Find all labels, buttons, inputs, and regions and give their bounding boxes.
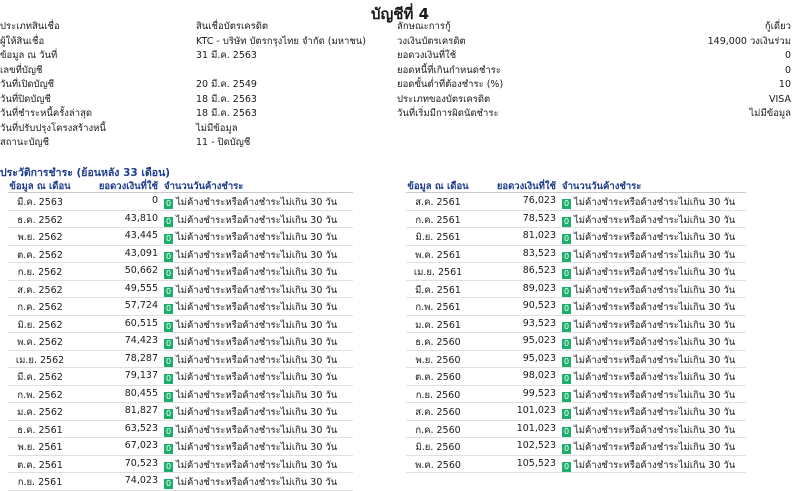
table-row (406, 456, 746, 474)
info-value: 18 มี.ค. 2563 (196, 93, 257, 105)
amount-cell: 76,023 (522, 195, 556, 206)
month-cell: พ.ค. 2562 (17, 337, 63, 348)
status-badge: 0 (165, 374, 172, 383)
header-amount: ยอดวงเงินที่ใช้ (496, 181, 556, 192)
status-badge: 0 (165, 461, 172, 471)
month-cell: ก.ค. 2560 (415, 424, 461, 436)
status-cell (164, 265, 337, 280)
status-text: ไม่ค้างชำระหรือค้างชำระไม่เกิน 30 วัน (574, 267, 736, 278)
info-value: 10 (778, 79, 791, 90)
status-badge: 0 (165, 251, 172, 261)
info-value: 20 มี.ค. 2549 (196, 79, 257, 90)
amount-cell: 0 (151, 195, 158, 206)
table-row (406, 228, 746, 246)
info-label: ข้อมูล ณ วันที่ (0, 50, 58, 61)
info-label: ประเภทสินเชื่อ (0, 21, 60, 32)
table-row (8, 456, 353, 474)
status-text: ไม่ค้างชำระหรือค้างชำระไม่เกิน 30 วัน (176, 197, 338, 208)
status-cell (164, 475, 337, 490)
status-cell (562, 213, 735, 228)
status-text: ไม่ค้างชำระหรือค้างชำระไม่เกิน 30 วัน (574, 442, 736, 453)
month-cell: พ.ย. 2562 (17, 232, 63, 243)
month-cell: ธ.ค. 2562 (17, 214, 63, 226)
month-cell: เม.ย. 2562 (15, 354, 65, 366)
status-badge: 0 (165, 199, 172, 208)
status-badge: 0 (563, 426, 570, 436)
status-badge: 0 (563, 321, 570, 331)
table-row (8, 193, 353, 211)
month-cell: มิ.ย. 2561 (415, 232, 461, 243)
status-text: ไม่ค้างชำระหรือค้างชำระไม่เกิน 30 วัน (574, 302, 736, 313)
status-badge: 0 (165, 286, 172, 296)
month-cell: พ.ย. 2560 (415, 354, 461, 366)
amount-cell: 43,091 (124, 247, 158, 259)
table-row (406, 421, 746, 439)
status-badge: 0 (563, 391, 570, 401)
info-label: ยอดวงเงินที่ใช้ (397, 50, 457, 61)
status-cell (164, 388, 337, 403)
info-row (0, 20, 400, 35)
status-cell (562, 265, 735, 280)
status-text: ไม่ค้างชำระหรือค้างชำระไม่เกิน 30 วัน (574, 337, 736, 348)
amount-cell: 90,523 (522, 300, 556, 311)
status-cell (562, 195, 735, 210)
info-value: ไม่มีข้อมูล (749, 108, 791, 119)
status-cell (562, 440, 735, 455)
info-label: ผู้ให้สินเชื่อ (0, 35, 45, 47)
table-row (8, 438, 353, 456)
month-cell: ส.ค. 2560 (415, 407, 461, 418)
status-text: ไม่ค้างชำระหรือค้างชำระไม่เกิน 30 วัน (176, 284, 338, 296)
status-text: ไม่ค้างชำระหรือค้างชำระไม่เกิน 30 วัน (176, 319, 338, 331)
status-badge: 0 (563, 444, 570, 453)
info-row (0, 78, 400, 93)
status-badge: 0 (165, 216, 172, 226)
info-label: ยอดขั้นต่ำที่ต้องชำระ (%) (397, 79, 504, 90)
status-badge: 0 (563, 286, 570, 296)
status-cell (164, 248, 337, 263)
table-row (406, 246, 746, 264)
status-badge: 0 (165, 409, 172, 418)
header-amount: ยอดวงเงินที่ใช้ (98, 181, 158, 192)
info-value: สินเชื่อบัตรเครดิต (196, 21, 269, 32)
status-text: ไม่ค้างชำระหรือค้างชำระไม่เกิน 30 วัน (176, 389, 338, 401)
info-value: 31 มี.ค. 2563 (196, 50, 257, 61)
header-month: ข้อมูล ณ เดือน (9, 181, 71, 192)
table-row (406, 211, 746, 229)
status-text: ไม่ค้างชำระหรือค้างชำระไม่เกิน 30 วัน (176, 407, 338, 418)
month-cell: พ.ค. 2560 (415, 459, 461, 471)
status-text: ไม่ค้างชำระหรือค้างชำระไม่เกิน 30 วัน (574, 249, 736, 261)
month-cell: ก.ย. 2560 (415, 389, 461, 401)
amount-cell: 50,662 (124, 265, 158, 276)
amount-cell: 83,523 (522, 247, 556, 259)
status-cell (562, 230, 735, 245)
amount-cell: 67,023 (124, 440, 158, 451)
info-label: วันที่เปิดบัญชี (0, 79, 55, 90)
info-label: ลักษณะการกู้ (397, 21, 451, 32)
info-value: 11 - ปิดบัญชี (196, 137, 251, 148)
status-cell (164, 213, 337, 228)
info-label: วันที่ชำระหนี้ครั้งล่าสุด (0, 108, 93, 119)
status-badge: 0 (165, 304, 172, 313)
amount-cell: 86,523 (522, 265, 556, 276)
info-label: วงเงินบัตรเครดิต (397, 35, 466, 47)
payment-history-table-right (406, 178, 746, 473)
info-value: 149,000 วงเงินร่วม (707, 35, 791, 47)
amount-cell: 74,023 (124, 475, 158, 486)
status-text: ไม่ค้างชำระหรือค้างชำระไม่เกิน 30 วัน (574, 424, 736, 436)
status-badge: 0 (165, 234, 172, 243)
info-label: ยอดหนี้ที่เกินกำหนดชำระ (397, 64, 501, 76)
info-label: เลขที่บัญชี (0, 64, 43, 76)
status-text: ไม่ค้างชำระหรือค้างชำระไม่เกิน 30 วัน (176, 337, 338, 348)
table-row (406, 403, 746, 421)
table-row (8, 281, 353, 299)
status-text: ไม่ค้างชำระหรือค้างชำระไม่เกิน 30 วัน (574, 319, 736, 331)
amount-cell: 102,523 (516, 440, 556, 451)
info-row (397, 93, 791, 108)
status-cell (562, 353, 735, 368)
info-value: ไม่มีข้อมูล (196, 122, 238, 134)
status-text: ไม่ค้างชำระหรือค้างชำระไม่เกิน 30 วัน (176, 214, 338, 226)
account-info-left (0, 20, 400, 151)
status-cell (562, 318, 735, 333)
status-badge: 0 (563, 409, 570, 418)
status-text: ไม่ค้างชำระหรือค้างชำระไม่เกิน 30 วัน (574, 372, 736, 383)
status-cell (164, 318, 337, 333)
status-text: ไม่ค้างชำระหรือค้างชำระไม่เกิน 30 วัน (176, 302, 338, 313)
info-value: VISA (768, 93, 791, 105)
month-cell: มี.ค. 2561 (415, 284, 461, 296)
info-row (0, 49, 400, 64)
amount-cell: 63,523 (124, 422, 158, 434)
table-row (8, 263, 353, 281)
info-row (0, 64, 400, 79)
amount-cell: 101,023 (516, 422, 556, 434)
status-badge: 0 (165, 479, 172, 488)
status-badge: 0 (563, 269, 570, 278)
info-label: วันที่ปิดบัญชี (0, 93, 51, 105)
status-cell (164, 458, 337, 473)
month-cell: ต.ค. 2562 (17, 249, 63, 261)
info-label: ประเภทของบัตรเครดิต (397, 93, 491, 105)
info-label: สถานะบัญชี (0, 137, 50, 148)
info-row (397, 64, 791, 79)
table-row (8, 473, 353, 491)
status-badge: 0 (165, 391, 172, 401)
status-cell (164, 300, 337, 315)
account-info-right (397, 20, 791, 122)
amount-cell: 98,023 (522, 370, 556, 381)
status-cell (562, 300, 735, 315)
status-cell (562, 248, 735, 263)
status-text: ไม่ค้างชำระหรือค้างชำระไม่เกิน 30 วัน (574, 459, 736, 471)
table-row (8, 403, 353, 421)
status-cell (562, 458, 735, 473)
amount-cell: 99,523 (522, 387, 556, 399)
page-title: บัญชีที่ 4 (370, 5, 430, 23)
status-cell (562, 405, 735, 420)
month-cell: ธ.ค. 2560 (415, 337, 461, 348)
header-month: ข้อมูล ณ เดือน (407, 181, 469, 192)
month-cell: ส.ค. 2561 (415, 197, 461, 208)
amount-cell: 89,023 (522, 282, 556, 294)
table-row (8, 246, 353, 264)
amount-cell: 60,515 (124, 317, 158, 329)
table-row (8, 316, 353, 334)
status-cell (164, 283, 337, 298)
amount-cell: 70,523 (124, 457, 158, 469)
table-row (406, 316, 746, 334)
amount-cell: 105,523 (516, 457, 556, 469)
status-text: ไม่ค้างชำระหรือค้างชำระไม่เกิน 30 วัน (574, 197, 736, 208)
table-row (8, 298, 353, 316)
info-row (0, 136, 400, 151)
status-text: ไม่ค้างชำระหรือค้างชำระไม่เกิน 30 วัน (176, 424, 338, 436)
table-row (406, 263, 746, 281)
status-cell (164, 195, 337, 210)
status-text: ไม่ค้างชำระหรือค้างชำระไม่เกิน 30 วัน (176, 372, 338, 383)
table-row (406, 281, 746, 299)
status-cell (164, 440, 337, 455)
month-cell: พ.ค. 2561 (415, 249, 461, 261)
table-row (8, 421, 353, 439)
status-badge: 0 (165, 339, 172, 348)
status-badge: 0 (165, 269, 172, 278)
status-badge: 0 (165, 356, 172, 366)
status-cell (164, 230, 337, 245)
status-text: ไม่ค้างชำระหรือค้างชำระไม่เกิน 30 วัน (574, 284, 736, 296)
table-row (406, 193, 746, 211)
status-text: ไม่ค้างชำระหรือค้างชำระไม่เกิน 30 วัน (574, 354, 736, 366)
status-text: ไม่ค้างชำระหรือค้างชำระไม่เกิน 30 วัน (574, 214, 736, 226)
table-row (406, 368, 746, 386)
status-badge: 0 (165, 444, 172, 453)
payment-history-table-left (8, 178, 353, 491)
amount-cell: 81,827 (124, 405, 158, 416)
month-cell: ส.ค. 2562 (17, 284, 63, 296)
status-text: ไม่ค้างชำระหรือค้างชำระไม่เกิน 30 วัน (176, 249, 338, 261)
month-cell: ก.ย. 2561 (17, 477, 63, 488)
month-cell: เม.ย. 2561 (413, 267, 463, 278)
status-text: ไม่ค้างชำระหรือค้างชำระไม่เกิน 30 วัน (574, 232, 736, 243)
amount-cell: 81,023 (522, 230, 556, 241)
status-text: ไม่ค้างชำระหรือค้างชำระไม่เกิน 30 วัน (176, 232, 338, 243)
table-row (406, 386, 746, 404)
month-cell: ต.ค. 2561 (17, 459, 63, 471)
table-row (406, 298, 746, 316)
status-badge: 0 (563, 251, 570, 261)
table-row (8, 368, 353, 386)
status-text: ไม่ค้างชำระหรือค้างชำระไม่เกิน 30 วัน (176, 477, 338, 488)
status-text: ไม่ค้างชำระหรือค้างชำระไม่เกิน 30 วัน (574, 407, 736, 418)
table-row (8, 211, 353, 229)
status-text: ไม่ค้างชำระหรือค้างชำระไม่เกิน 30 วัน (176, 354, 338, 366)
status-text: ไม่ค้างชำระหรือค้างชำระไม่เกิน 30 วัน (176, 459, 338, 471)
amount-cell: 79,137 (124, 370, 158, 381)
info-row (397, 49, 791, 64)
amount-cell: 80,455 (124, 387, 158, 399)
info-row (397, 35, 791, 50)
info-value: กู้เดี่ยว (764, 21, 791, 32)
info-value: KTC - บริษัท บัตรกรุงไทย จำกัด (มหาชน) (196, 35, 366, 47)
status-badge: 0 (563, 234, 570, 243)
status-cell (562, 283, 735, 298)
amount-cell: 101,023 (516, 405, 556, 416)
status-cell (164, 405, 337, 420)
status-badge: 0 (563, 374, 570, 383)
info-label: วันที่ปรับปรุงโครงสร้างหนี้ (0, 122, 106, 134)
month-cell: พ.ย. 2561 (17, 442, 63, 453)
info-row (0, 107, 400, 122)
status-badge: 0 (165, 321, 172, 331)
amount-cell: 49,555 (124, 282, 158, 294)
status-cell (164, 370, 337, 385)
status-cell (562, 388, 735, 403)
table-header (406, 178, 746, 193)
month-cell: ต.ค. 2560 (415, 372, 461, 383)
table-header (8, 178, 353, 193)
table-row (406, 351, 746, 369)
status-text: ไม่ค้างชำระหรือค้างชำระไม่เกิน 30 วัน (176, 267, 338, 278)
status-badge: 0 (563, 339, 570, 348)
amount-cell: 78,287 (124, 352, 158, 364)
info-value: 0 (784, 64, 791, 76)
info-row (397, 78, 791, 93)
month-cell: มิ.ย. 2562 (17, 319, 63, 331)
month-cell: มิ.ย. 2560 (415, 442, 461, 453)
month-cell: ก.พ. 2562 (17, 389, 63, 401)
payment-history-title: ประวัติการชำระ (ย้อนหลัง 33 เดือน) (0, 167, 171, 179)
status-cell (562, 423, 735, 438)
table-row (8, 351, 353, 369)
info-label: วันที่เริ่มมีการผิดนัดชำระ (397, 108, 499, 119)
info-value: 0 (784, 50, 791, 61)
header-status: จำนวนวันค้างชำระ (164, 181, 244, 192)
status-badge: 0 (165, 426, 172, 436)
table-row (8, 333, 353, 351)
month-cell: ก.ค. 2562 (17, 302, 63, 313)
status-text: ไม่ค้างชำระหรือค้างชำระไม่เกิน 30 วัน (176, 442, 338, 453)
month-cell: ก.ย. 2562 (17, 267, 63, 278)
table-row (8, 228, 353, 246)
status-badge: 0 (563, 199, 570, 208)
status-badge: 0 (563, 356, 570, 366)
table-row (8, 386, 353, 404)
info-row (0, 122, 400, 137)
month-cell: ก.ค. 2561 (415, 214, 461, 226)
status-cell (164, 423, 337, 438)
month-cell: ม.ค. 2561 (415, 319, 461, 331)
status-badge: 0 (563, 461, 570, 471)
amount-cell: 95,023 (522, 352, 556, 364)
table-row (406, 438, 746, 456)
month-cell: ม.ค. 2562 (17, 407, 63, 418)
month-cell: ก.พ. 2561 (415, 302, 461, 313)
amount-cell: 74,423 (124, 335, 158, 346)
month-cell: มี.ค. 2562 (17, 372, 63, 383)
status-cell (164, 353, 337, 368)
status-cell (164, 335, 337, 350)
amount-cell: 93,523 (522, 317, 556, 329)
table-row (406, 333, 746, 351)
amount-cell: 78,523 (522, 212, 556, 224)
amount-cell: 95,023 (522, 335, 556, 346)
header-status: จำนวนวันค้างชำระ (562, 181, 642, 192)
amount-cell: 57,724 (124, 300, 158, 311)
amount-cell: 43,810 (124, 212, 158, 224)
month-cell: มี.ค. 2563 (17, 197, 63, 208)
amount-cell: 43,445 (124, 230, 158, 241)
info-row (0, 35, 400, 50)
info-value: 18 มี.ค. 2563 (196, 108, 257, 119)
status-badge: 0 (563, 216, 570, 226)
status-badge: 0 (563, 304, 570, 313)
info-row (0, 93, 400, 108)
info-row (397, 107, 791, 122)
month-cell: ธ.ค. 2561 (17, 424, 63, 436)
status-cell (562, 370, 735, 385)
info-row (397, 20, 791, 35)
status-cell (562, 335, 735, 350)
status-text: ไม่ค้างชำระหรือค้างชำระไม่เกิน 30 วัน (574, 389, 736, 401)
